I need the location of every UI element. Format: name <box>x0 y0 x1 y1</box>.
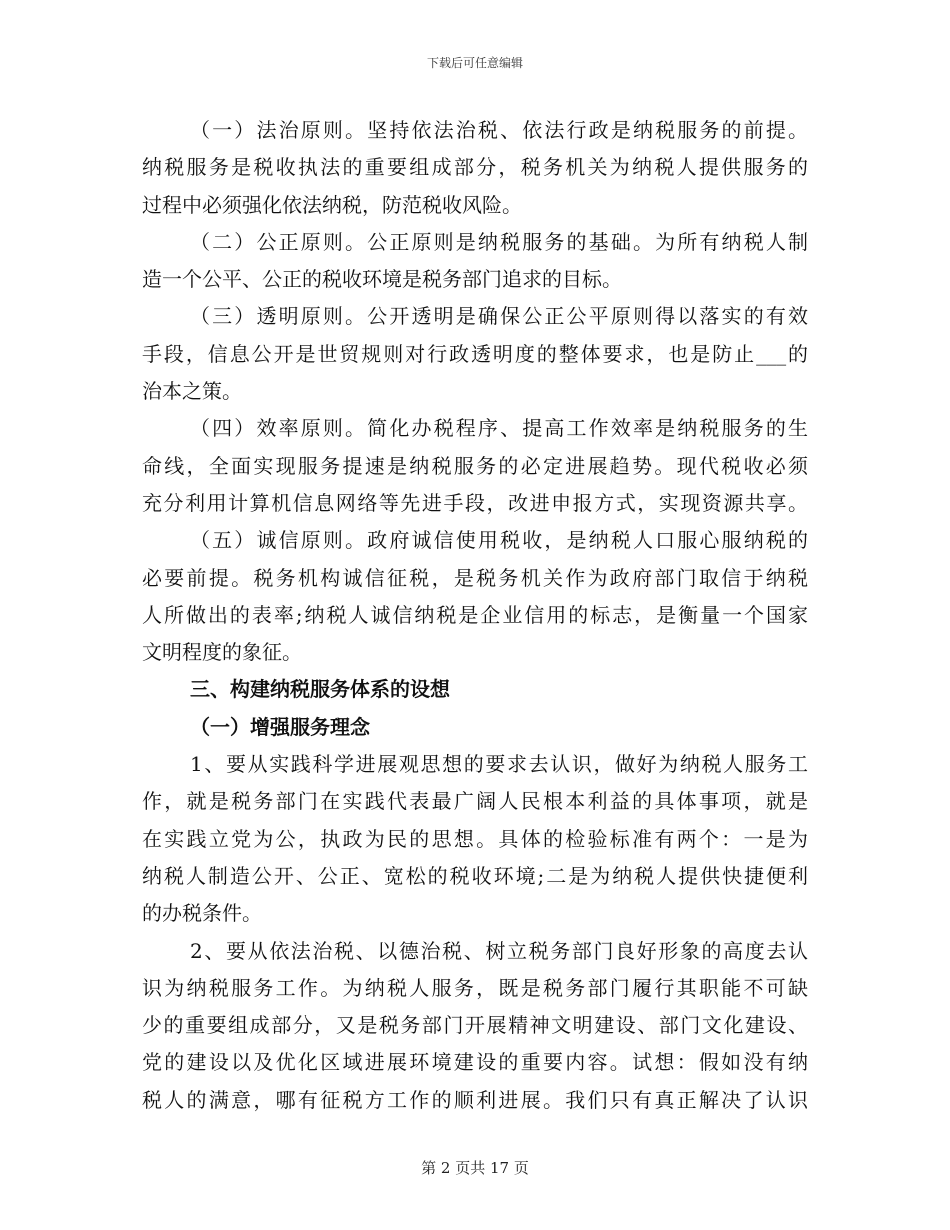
text-line: 治本之策。 <box>142 379 242 404</box>
text-line: 的办税条件。 <box>142 901 262 926</box>
text-line: 作，就是税务部门在实践代表最广阔人民根本利益的具体事项，就是 <box>142 789 808 814</box>
text-line: 少的重要组成部分，又是税务部门开展精神文明建设、部门文化建设、 <box>142 1013 808 1038</box>
document-body <box>142 112 808 1119</box>
text-line: 必要前提。税务机构诚信征税，是税务机关作为政府部门取信于纳税 <box>142 565 808 590</box>
text-line: 文明程度的象征。 <box>142 640 302 665</box>
text-line: 纳税人制造公开、公正、宽松的税收环境;二是为纳税人提供快捷便利 <box>142 863 808 888</box>
text-line: 纳税服务是税收执法的重要组成部分，税务机关为纳税人提供服务的 <box>142 155 808 180</box>
text-line: （二）公正原则。公正原则是纳税服务的基础。为所有纳税人制 <box>190 229 808 254</box>
text-line: 人所做出的表率;纳税人诚信纳税是企业信用的标志，是衡量一个国家 <box>142 602 808 627</box>
text-line: （四）效率原则。简化办税程序、提高工作效率是纳税服务的生 <box>190 416 808 441</box>
text-line: 2、要从依法治税、以德治税、树立税务部门良好形象的高度去认 <box>190 938 808 963</box>
text-line: 造一个公平、公正的税收环境是税务部门追求的目标。 <box>142 267 622 292</box>
text-line: （一）法治原则。坚持依法治税、依法行政是纳税服务的前提。 <box>190 118 808 142</box>
page-number: 第 2 页共 17 页 <box>421 1159 529 1177</box>
section-heading: 三、构建纳税服务体系的设想 <box>190 677 450 702</box>
text-line: 手段，信息公开是世贸规则对行政透明度的整体要求，也是防止___的 <box>142 341 808 366</box>
text-line: 税人的满意，哪有征税方工作的顺利进展。我们只有真正解决了认识 <box>142 1087 808 1112</box>
text-line: 过程中必须强化依法纳税，防范税收风险。 <box>142 192 522 217</box>
text-line: （三）透明原则。公开透明是确保公正公平原则得以落实的有效 <box>190 304 808 329</box>
text-line: 1、要从实践科学进展观思想的要求去认识，做好为纳税人服务工 <box>190 752 808 777</box>
text-line: 党的建设以及优化区域进展环境建设的重要内容。试想：假如没有纳 <box>142 1050 808 1075</box>
text-line: 识为纳税服务工作。为纳税人服务，既是税务部门履行其职能不可缺 <box>142 975 808 1000</box>
text-line: 命线，全面实现服务提速是纳税服务的必定进展趋势。现代税收必须 <box>142 453 808 478</box>
page-header: 下载后可任意编辑 <box>426 56 523 70</box>
text-line: 在实践立党为公，执政为民的思想。具体的检验标准有两个：一是为 <box>142 826 808 851</box>
section-heading: （一）增强服务理念 <box>190 714 370 739</box>
text-line: 充分利用计算机信息网络等先进手段，改进申报方式，实现资源共享。 <box>142 490 808 515</box>
text-line: （五）诚信原则。政府诚信使用税收，是纳税人口服心服纳税的 <box>190 528 808 553</box>
